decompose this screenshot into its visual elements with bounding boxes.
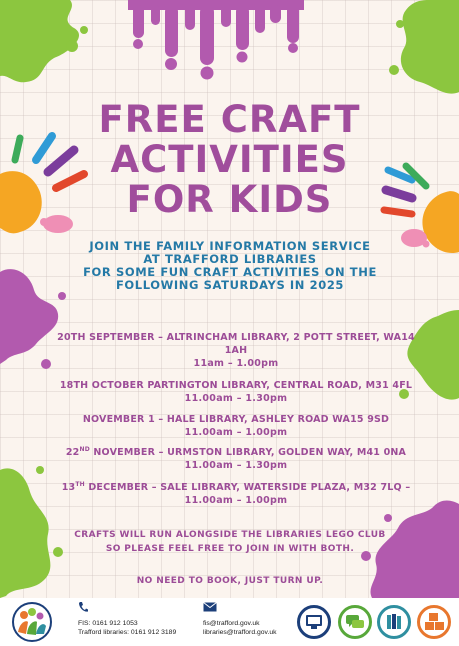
phone-icon xyxy=(78,601,88,613)
event-date-suffix: ND xyxy=(79,445,90,453)
event-hale xyxy=(56,413,416,439)
event-location-text: DECEMBER – SALE LIBRARY, WATERSIDE PLAZA, M32 7LQ – xyxy=(88,482,411,493)
no-booking-note: NO NEED TO BOOK, JUST TURN UP. xyxy=(136,576,324,586)
computer-icon xyxy=(300,608,328,636)
chat-service-icon xyxy=(338,605,372,639)
intro-line-4: FOLLOWING SATURDAYS IN 2025 xyxy=(115,278,345,292)
event-location: 20TH SEPTEMBER – ALTRINCHAM LIBRARY, 2 POTT STREET, WA14 xyxy=(57,332,415,343)
fis-phone-number[interactable]: FIS: 0161 912 1053 xyxy=(78,620,138,627)
intro-line-1: JOIN THE FAMILY INFORMATION SERVICE xyxy=(89,239,371,253)
books-icon xyxy=(380,608,408,636)
fis-email[interactable]: fis@trafford.gov.uk xyxy=(203,620,260,627)
intro-line-2: AT TRAFFORD LIBRARIES xyxy=(143,252,317,266)
blocks-icon xyxy=(420,608,448,636)
lego-club-note xyxy=(60,528,400,556)
poster-title-line-3: FOR KIDS xyxy=(126,178,333,221)
green-splat-top-right xyxy=(389,0,459,94)
event-location: 18TH OCTOBER PARTINGTON LIBRARY, CENTRAL ROAD, M31 4FL xyxy=(59,380,413,391)
event-partington xyxy=(56,379,416,405)
event-date-suffix: TH xyxy=(75,480,85,488)
event-location: NOVEMBER 1 – HALE LIBRARY, ASHLEY ROAD WA15 9SD xyxy=(82,414,390,425)
event-location-continued: 1AH xyxy=(224,345,248,356)
event-location xyxy=(56,481,416,494)
event-time: 11am – 1.00pm xyxy=(193,358,279,369)
libraries-phone-number[interactable]: Trafford libraries: 0161 912 3189 xyxy=(78,629,177,636)
event-date-day: 13 xyxy=(61,482,76,493)
poster-title-line-1: FREE CRAFT xyxy=(98,98,361,141)
event-time: 11.00am – 1.00pm xyxy=(184,495,288,506)
note-line-1: CRAFTS WILL RUN ALONGSIDE THE LIBRARIES LEGO CLUB xyxy=(74,530,386,540)
books-service-icon xyxy=(377,605,411,639)
poster-title-line-2: ACTIVITIES xyxy=(110,138,349,181)
envelope-icon xyxy=(203,602,217,612)
event-time: 11.00am – 1.30pm xyxy=(184,393,288,404)
blocks-service-icon xyxy=(417,605,451,639)
event-location xyxy=(56,446,416,459)
purple-drip-top xyxy=(128,0,304,80)
event-sale xyxy=(56,481,416,507)
note-line-2: SO PLEASE FEEL FREE TO JOIN IN WITH BOTH. xyxy=(105,544,355,554)
libraries-email[interactable]: libraries@trafford.gov.uk xyxy=(203,629,277,636)
event-location-text: NOVEMBER – URMSTON LIBRARY, GOLDEN WAY, M41 0NA xyxy=(93,447,407,458)
event-time: 11.00am – 1.00pm xyxy=(184,427,288,438)
event-time: 11.00am – 1.30pm xyxy=(184,460,288,471)
chat-icon xyxy=(341,608,369,636)
event-altrincham xyxy=(56,331,416,370)
intro-text xyxy=(60,240,400,292)
event-date-day: 22 xyxy=(65,447,80,458)
green-splat-top-left xyxy=(0,0,88,82)
intro-line-3: FOR SOME FUN CRAFT ACTIVITIES ON THE xyxy=(83,265,377,279)
green-splat-bottom-left xyxy=(0,466,63,598)
family-logo-icon xyxy=(12,602,52,642)
event-urmston xyxy=(56,446,416,472)
computer-service-icon xyxy=(297,605,331,639)
